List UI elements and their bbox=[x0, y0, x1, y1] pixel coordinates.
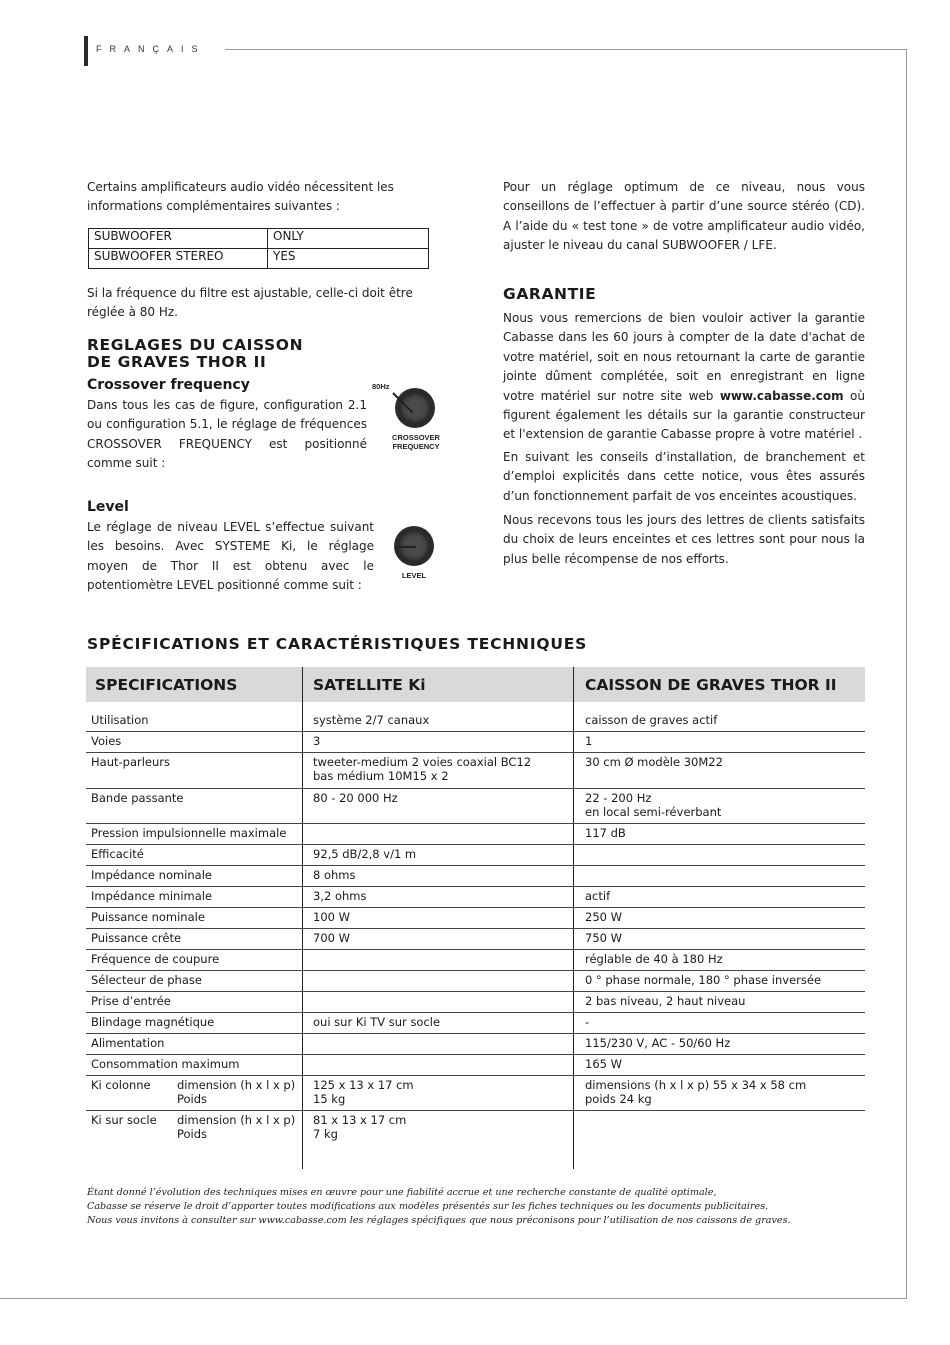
crossover-knob-icon bbox=[395, 388, 435, 428]
table-cell: 750 W bbox=[585, 931, 622, 945]
lettres-paragraph: Nous recevons tous les jours des lettres de clients satisfaits du choix de leurs enceintes et ces lettres sont pour nous la plus belle récompense de nos efforts. bbox=[503, 513, 865, 566]
table-cell: dimension (h x l x p) Poids bbox=[177, 1113, 296, 1141]
table-cell: 3 bbox=[313, 734, 321, 748]
table-cell: Pression impulsionnelle maximale bbox=[91, 826, 287, 840]
table-cell: dimensions (h x l x p) 55 x 34 x 58 cm poids 24 kg bbox=[585, 1078, 807, 1106]
table-cell: 250 W bbox=[585, 910, 622, 924]
table-cell: Ki sur socle bbox=[91, 1113, 157, 1127]
table-cell: 100 W bbox=[313, 910, 350, 924]
table-cell: 30 cm Ø modèle 30M22 bbox=[585, 755, 723, 769]
intro-paragraph: Certains amplificateurs audio vidéo nécessitent les informations complémentaires suivantes : bbox=[87, 180, 394, 214]
garantie-paragraph bbox=[503, 309, 865, 445]
table-cell: 1 bbox=[585, 734, 593, 748]
frame-right-rule bbox=[906, 49, 907, 1299]
table-row bbox=[86, 886, 865, 908]
table-cell: SUBWOOFER bbox=[89, 229, 268, 249]
table-cell: caisson de graves actif bbox=[585, 713, 718, 727]
frame-top-rule bbox=[225, 49, 907, 50]
table-row bbox=[86, 949, 865, 971]
table-cell: système 2/7 canaux bbox=[313, 713, 430, 727]
table-cell: 700 W bbox=[313, 931, 350, 945]
garantie-text-start: Nous vous remercions de bien vouloir activer la garantie Cabasse dans les 60 jours à compter de la date d'achat de votre matériel, soit en nous retournant la carte de garantie jointe dûment complétée, soit en enregistrant en ligne votre matériel sur notre site web bbox=[503, 311, 865, 403]
table-cell: Puissance crête bbox=[91, 931, 182, 945]
crossover-paragraph: Dans tous les cas de figure, configuration 2.1 ou configuration 5.1, le réglage de fréquences CROSSOVER FREQUENCY est positionné comme suit : bbox=[87, 398, 367, 471]
specs-header-specifications: SPECIFICATIONS bbox=[95, 676, 238, 694]
language-label: FRANÇAIS bbox=[96, 44, 206, 54]
knob-crossover-caption bbox=[378, 434, 454, 451]
table-cell: 115/230 V, AC - 50/60 Hz bbox=[585, 1036, 731, 1050]
table-row bbox=[86, 970, 865, 992]
table-cell: Utilisation bbox=[91, 713, 149, 727]
table-cell: 3,2 ohms bbox=[313, 889, 367, 903]
level-knob-pointer bbox=[396, 546, 416, 548]
table-cell: 2 bas niveau, 2 haut niveau bbox=[585, 994, 746, 1008]
table-row bbox=[89, 249, 429, 269]
table-row bbox=[86, 788, 865, 824]
specs-title: SPÉCIFICATIONS ET CARACTÉRISTIQUES TECHNIQUES bbox=[87, 635, 588, 653]
filter-note: Si la fréquence du filtre est ajustable, celle-ci doit être réglée à 80 Hz. bbox=[87, 286, 413, 320]
reglages-heading-line-2: DE GRAVES THOR II bbox=[87, 353, 267, 371]
table-cell: Haut-parleurs bbox=[91, 755, 170, 769]
table-row bbox=[86, 865, 865, 887]
table-row bbox=[86, 1075, 865, 1111]
table-cell: Consommation maximum bbox=[91, 1057, 240, 1071]
garantie-text-end: où figurent également les détails sur la garantie constructeur et l'extension de garantie Cabasse propre à votre matériel . bbox=[503, 388, 866, 442]
table-cell: 125 x 13 x 17 cm 15 kg bbox=[313, 1078, 414, 1106]
table-row bbox=[86, 991, 865, 1013]
table-cell: actif bbox=[585, 889, 611, 903]
specs-header-caisson: CAISSON DE GRAVES THOR II bbox=[585, 676, 837, 694]
cabasse-website-link[interactable]: www.cabasse.com bbox=[719, 388, 844, 403]
table-cell: - bbox=[585, 1015, 590, 1029]
table-cell: Puissance nominale bbox=[91, 910, 205, 924]
knob-crossover-caption-line-1: CROSSOVER bbox=[392, 433, 440, 442]
table-cell: oui sur Ki TV sur socle bbox=[313, 1015, 441, 1029]
table-cell: SUBWOOFER STEREO bbox=[89, 249, 268, 269]
table-cell: Bande passante bbox=[91, 791, 184, 805]
footnote-line-3: Nous vous invitons à consulter sur www.cabasse.com les réglages spécifiques que nous préconisons pour l’utilisation de nos caissons de graves. bbox=[87, 1215, 791, 1226]
table-cell: Impédance minimale bbox=[91, 889, 213, 903]
table-row bbox=[86, 731, 865, 753]
table-cell: 92,5 dB/2,8 v/1 m bbox=[313, 847, 417, 861]
table-row bbox=[86, 710, 865, 732]
table-row bbox=[86, 823, 865, 845]
table-row bbox=[86, 1054, 865, 1076]
specs-header-row bbox=[86, 667, 865, 702]
table-cell: réglable de 40 à 180 Hz bbox=[585, 952, 723, 966]
footnote-line-1: Étant donné l’évolution des techniques mises en œuvre pour une fiabilité accrue et une recherche constante de qualité optimale, bbox=[87, 1187, 717, 1198]
knob-level-caption: LEVEL bbox=[401, 571, 427, 580]
table-cell: 165 W bbox=[585, 1057, 622, 1071]
level-paragraph: Le réglage de niveau LEVEL s’effectue suivant les besoins. Avec SYSTEME Ki, le réglage moyen de Thor II est obtenu avec le potentiomètre LEVEL positionné comme suit : bbox=[87, 520, 374, 593]
reglages-heading-line-1: REGLAGES DU CAISSON bbox=[87, 336, 304, 354]
language-marker-bar bbox=[84, 36, 88, 66]
table-row bbox=[86, 1110, 865, 1145]
table-cell: Ki colonne bbox=[91, 1078, 151, 1092]
specs-header-satellite: SATELLITE Ki bbox=[313, 676, 426, 694]
table-cell: Efficacité bbox=[91, 847, 144, 861]
table-cell: Voies bbox=[91, 734, 122, 748]
table-cell: Fréquence de coupure bbox=[91, 952, 220, 966]
table-row bbox=[89, 229, 429, 249]
table-cell: 0 ° phase normale, 180 ° phase inversée bbox=[585, 973, 822, 987]
footnote bbox=[87, 1186, 791, 1228]
table-cell: 8 ohms bbox=[313, 868, 356, 882]
garantie-heading: GARANTIE bbox=[503, 285, 597, 303]
table-cell: tweeter-medium 2 voies coaxial BC12 bas médium 10M15 x 2 bbox=[313, 755, 532, 783]
table-row bbox=[86, 1012, 865, 1034]
subwoofer-settings-table bbox=[88, 228, 429, 269]
table-row bbox=[86, 752, 865, 789]
table-cell: Prise d’entrée bbox=[91, 994, 171, 1008]
table-cell: Alimentation bbox=[91, 1036, 165, 1050]
table-cell: ONLY bbox=[268, 229, 429, 249]
frame-bottom-rule bbox=[0, 1298, 907, 1299]
table-cell: 80 - 20 000 Hz bbox=[313, 791, 398, 805]
table-row bbox=[86, 928, 865, 950]
footnote-line-2: Cabasse se réserve le droit d’apporter toutes modifications aux modèles présentés sur les fiches techniques ou les documents publicitaires. bbox=[87, 1201, 769, 1212]
knob-crossover-caption-line-2: FREQUENCY bbox=[392, 441, 440, 451]
knob-crossover-marker: 80Hz bbox=[372, 382, 390, 391]
table-row bbox=[86, 1033, 865, 1055]
level-heading: Level bbox=[87, 499, 129, 515]
table-cell: Blindage magnétique bbox=[91, 1015, 215, 1029]
table-cell: 117 dB bbox=[585, 826, 626, 840]
optimum-paragraph: Pour un réglage optimum de ce niveau, nous vous conseillons de l’effectuer à partir d’une source stéréo (CD). A l’aide du « test tone » de votre amplificateur audio vidéo, ajuster le niveau du canal SUBWOOFER / LFE. bbox=[503, 180, 865, 253]
table-row bbox=[86, 907, 865, 929]
table-row bbox=[86, 844, 865, 866]
table-cell: 81 x 13 x 17 cm 7 kg bbox=[313, 1113, 407, 1141]
reglages-heading bbox=[87, 337, 303, 371]
table-cell: dimension (h x l x p) Poids bbox=[177, 1078, 296, 1106]
table-cell: 22 - 200 Hz en local semi-réverbant bbox=[585, 791, 722, 819]
table-cell: YES bbox=[268, 249, 429, 269]
conseils-paragraph: En suivant les conseils d’installation, de branchement et d’emploi explicités dans cette notice, vous êtes assurés d’un fonctionnement parfait de vos enceintes acoustiques. bbox=[503, 450, 865, 503]
table-cell: Impédance nominale bbox=[91, 868, 212, 882]
crossover-heading: Crossover frequency bbox=[87, 377, 250, 393]
table-cell: Sélecteur de phase bbox=[91, 973, 202, 987]
